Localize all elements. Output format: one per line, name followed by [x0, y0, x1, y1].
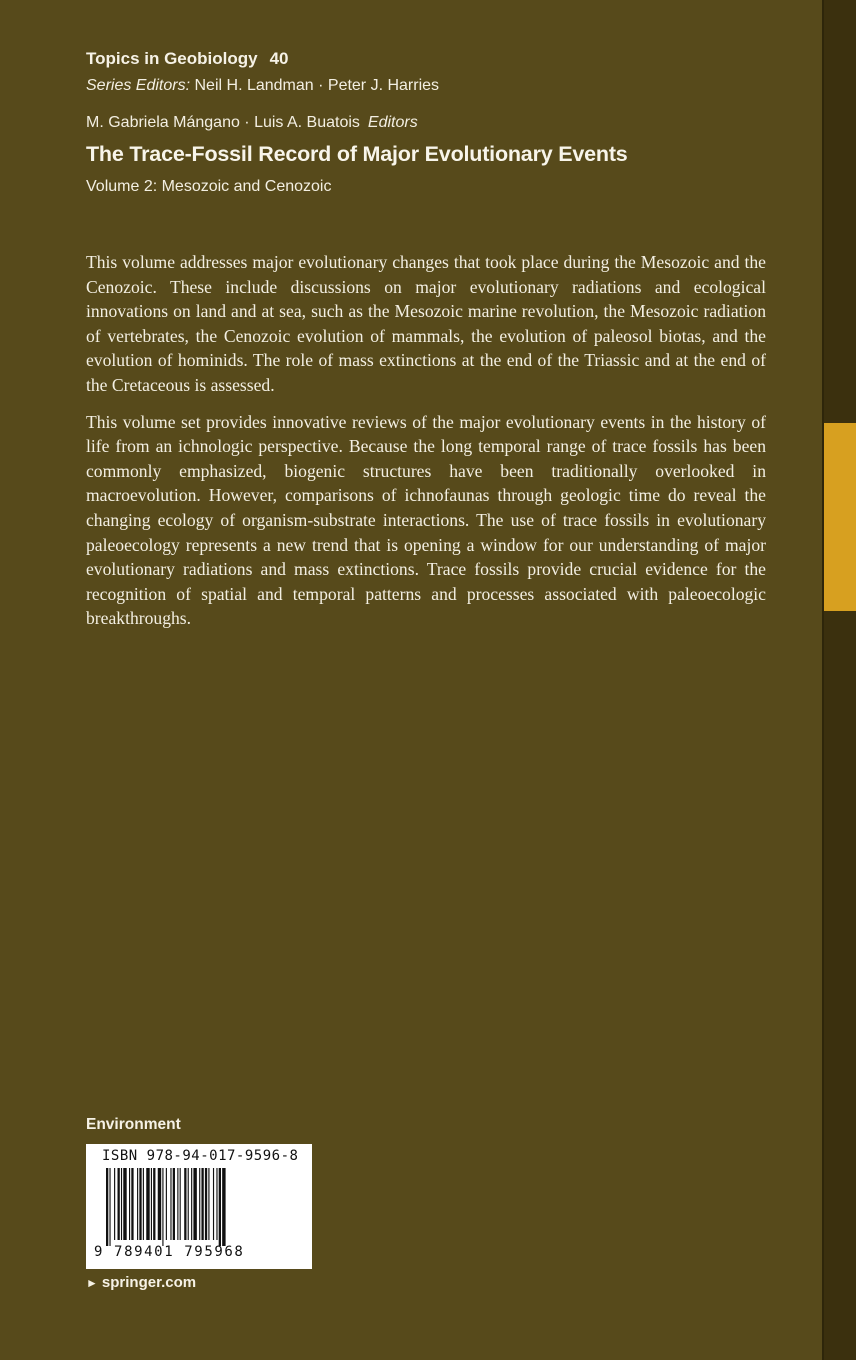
series-editors-label: Series Editors:	[86, 77, 191, 94]
barcode-bar	[121, 1168, 122, 1240]
spine-accent-band	[824, 423, 856, 611]
book-title: The Trace-Fossil Record of Major Evolutionary Events	[86, 142, 628, 166]
spine-edge	[822, 0, 824, 1360]
barcode-bar	[173, 1168, 175, 1240]
barcode-bar	[118, 1168, 120, 1240]
barcode-bar	[208, 1168, 209, 1240]
barcode-bar	[162, 1168, 163, 1246]
barcode-bar	[216, 1168, 217, 1240]
barcode-bar	[166, 1168, 167, 1240]
series-name: Topics in Geobiology	[86, 49, 258, 68]
barcode-bar	[188, 1168, 189, 1240]
barcode-digits: 9 789401 795968	[94, 1244, 245, 1260]
blurb-paragraph-2: This volume set provides innovative reviews of the major evolutionary events in the history of life from an ichnologic perspective. Because the long temporal range of trace fossils has been commonly emphasized, biogenic structures have been traditionally overlooked in macroevolution. However, comparisons of ichnofaunas through geologic time do reveal the changing ecology of organism-substrate interactions. The use of trace fossils in evolutionary paleoecology represents a new trend that is opening a window for our understanding of major evolutionary radiations and mass extinctions. Trace fossils provide crucial evidence for the recognition of spatial and temporal patterns and processes associated with paleoecologic breakthroughs.	[86, 411, 766, 629]
isbn-label: ISBN 978-94-017-9596-8	[102, 1148, 299, 1164]
barcode-bar	[170, 1168, 171, 1240]
series-editors	[86, 77, 439, 95]
barcode-bar	[137, 1168, 138, 1240]
barcode-bar	[109, 1168, 110, 1246]
barcode-bar	[219, 1168, 221, 1246]
barcode-bar	[139, 1168, 141, 1240]
publisher-website[interactable]	[86, 1274, 196, 1291]
isbn-barcode	[86, 1144, 312, 1269]
barcode-bars	[106, 1168, 296, 1246]
barcode-bar	[201, 1168, 203, 1240]
barcode-bar	[143, 1168, 144, 1240]
barcode-bar	[123, 1168, 126, 1240]
barcode-bar	[213, 1168, 214, 1240]
barcode-bar	[106, 1168, 108, 1246]
barcode-bar	[158, 1168, 161, 1240]
book-subtitle: Volume 2: Mesozoic and Cenozoic	[86, 178, 332, 195]
barcode-bar	[199, 1168, 200, 1240]
spine-strip	[824, 0, 856, 1360]
barcode-bar	[222, 1168, 225, 1246]
barcode-bar	[193, 1168, 196, 1240]
series-number: 40	[269, 49, 289, 68]
series-title	[86, 49, 289, 69]
barcode-bar	[129, 1168, 130, 1240]
blurb-paragraph-1: This volume addresses major evolutionary changes that took place during the Mesozoic and the Cenozoic. These include discussions on major evolutionary radiations and ecological innovations on land and at sea, such as the Mesozoic marine revolution, the Mesozoic radiation of vertebrates, the Cenozoic evolution of mammals, the evolution of paleosol biotas, and the evolution of hominids. The role of mass extinctions at the end of the Triassic and at the end of the Cretaceous is assessed.	[86, 252, 766, 395]
publisher-website-label[interactable]: springer.com	[101, 1274, 197, 1291]
barcode-bar	[153, 1168, 155, 1240]
barcode-bar	[184, 1168, 186, 1240]
barcode-bar	[146, 1168, 149, 1240]
barcode-bar	[151, 1168, 152, 1240]
subject-category: Environment	[86, 1116, 181, 1133]
barcode-bar	[131, 1168, 133, 1240]
book-editors	[86, 114, 418, 132]
barcode-bar	[180, 1168, 181, 1240]
blurb	[86, 250, 766, 643]
triangle-right-icon: ►	[86, 1276, 98, 1290]
series-editors-names: Neil H. Landman · Peter J. Harries	[194, 77, 440, 94]
barcode-bar	[114, 1168, 115, 1240]
barcode-bar	[177, 1168, 178, 1240]
book-editors-role: Editors	[367, 114, 418, 131]
book-editors-names: M. Gabriela Mángano · Luis A. Buatois	[86, 114, 360, 131]
barcode-bar	[191, 1168, 192, 1240]
barcode-bar	[205, 1168, 207, 1240]
